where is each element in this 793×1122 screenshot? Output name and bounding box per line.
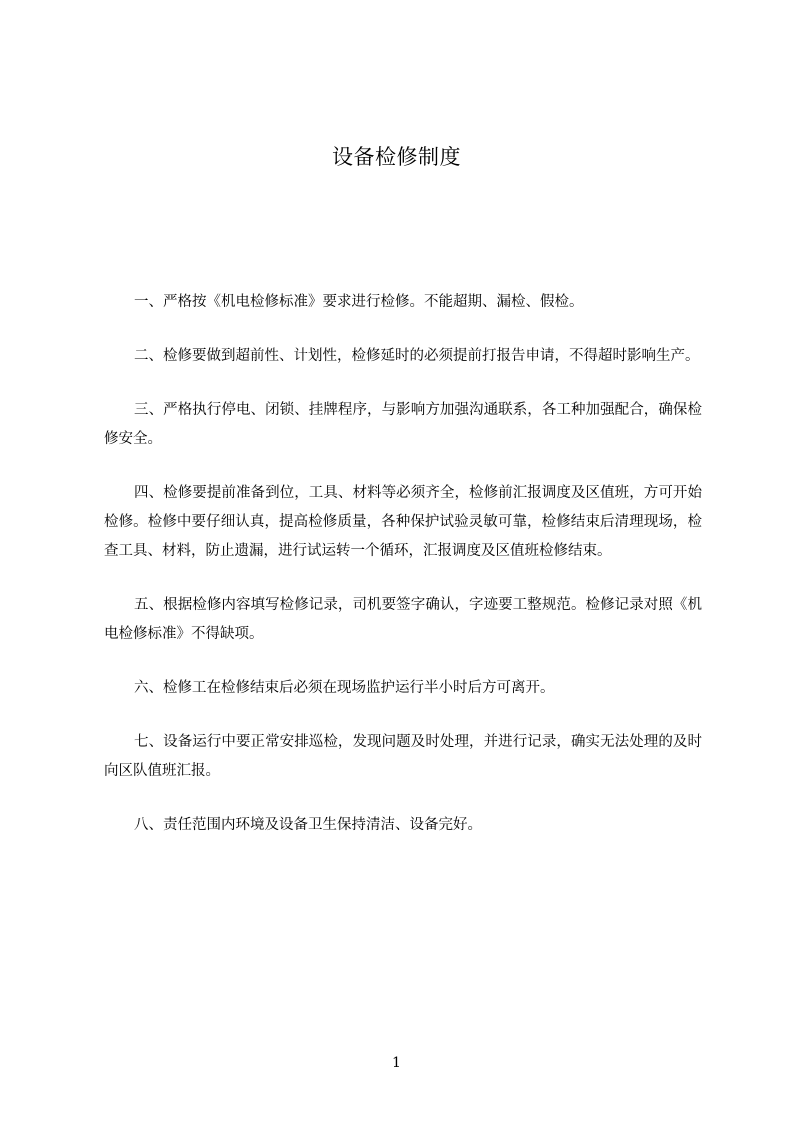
document-title: 设备检修制度	[332, 145, 461, 169]
paragraph-7: 七、设备运行中要正常安排巡检，发现问题及时处理，并进行记录，确实无法处理的及时向区队值班汇报。	[104, 734, 702, 779]
paragraph-3: 三、严格执行停电、闭锁、挂牌程序，与影响方加强沟通联系，各工种加强配合，确保检修安全。	[104, 402, 702, 447]
paragraph-4: 四、检修要提前准备到位，工具、材料等必须齐全，检修前汇报调度及区值班，方可开始检修。检修中要仔细认真，提高检修质量，各种保护试验灵敏可靠，检修结束后清理现场，检查工具、材料，防止遗漏，进行试运转一个循环，汇报调度及区值班检修结束。	[104, 485, 702, 559]
paragraph-5: 五、根据检修内容填写检修记录，司机要签字确认，字迹要工整规范。检修记录对照《机电检修标准》不得缺项。	[104, 597, 702, 642]
paragraph-1: 一、严格按《机电检修标准》要求进行检修。不能超期、漏检、假检。	[134, 294, 584, 310]
paragraph-8: 八、责任范围内环境及设备卫生保持清洁、设备完好。	[134, 817, 482, 833]
paragraph-2: 二、检修要做到超前性、计划性，检修延时的必须提前打报告申请，不得超时影响生产。	[134, 348, 700, 364]
page-number: 1	[392, 1055, 401, 1071]
document-body	[104, 288, 702, 865]
paragraph-6: 六、检修工在检修结束后必须在现场监护运行半小时后方可离开。	[134, 680, 555, 696]
